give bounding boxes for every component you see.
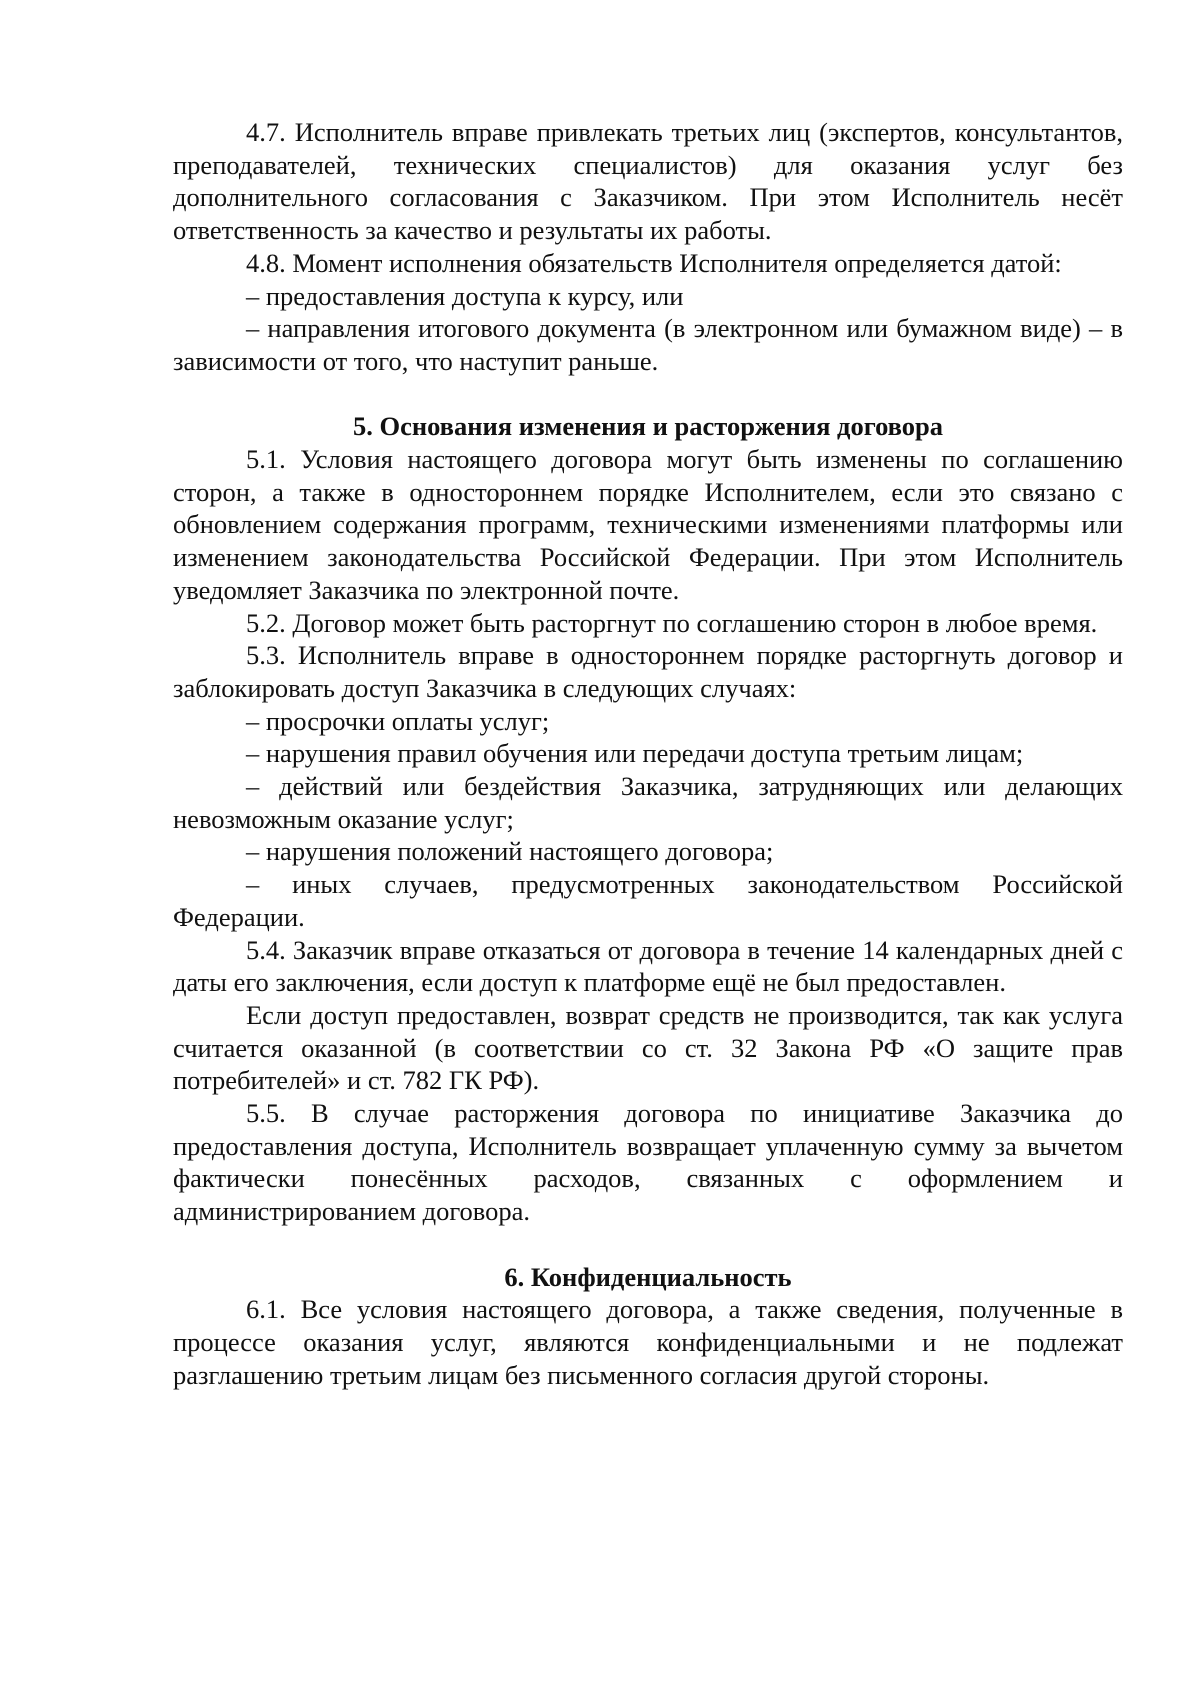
clause-4-7: 4.7. Исполнитель вправе привлекать третьих лиц (экспертов, консультантов, преподавателей, технических специалистов) для оказания услуг без дополнительного согласования с Заказчиком. При этом Исполнитель несёт ответственность за качество и результаты их работы. xyxy=(173,117,1123,246)
clause-5-3: 5.3. Исполнитель вправе в одностороннем порядке расторгнуть договор и заблокировать доступ Заказчика в следующих случаях: xyxy=(173,640,1123,703)
clause-4-8-item-2: – направления итогового документа (в электронном или бумажном виде) – в зависимости от того, что наступит раньше. xyxy=(173,313,1123,376)
clause-5-3-item: – просрочки оплаты услуг; xyxy=(246,705,550,736)
section-gap xyxy=(173,378,1123,411)
clause-5-3-item: – нарушения положений настоящего договора; xyxy=(246,836,774,867)
document-page xyxy=(173,116,1123,1391)
clause-6-1: 6.1. Все условия настоящего договора, а также сведения, полученные в процессе оказания услуг, являются конфиденциальными и не подлежат разглашению третьим лицам без письменного согласия другой стороны. xyxy=(173,1294,1123,1390)
section-gap xyxy=(173,1228,1123,1261)
clause-4-8-item-1: – предоставления доступа к курсу, или xyxy=(246,280,684,311)
clause-4-8: 4.8. Момент исполнения обязательств Исполнителя определяется датой: xyxy=(246,247,1062,278)
section-5-heading: 5. Основания изменения и расторжения договора xyxy=(352,411,944,442)
clause-5-1: 5.1. Условия настоящего договора могут быть изменены по соглашению сторон, а также в одностороннем порядке Исполнителем, если это связано с обновлением содержания программ, техническими изменениями платформы или изменением законодательства Российской Федерации. При этом Исполнитель уведомляет Заказчика по электронной почте. xyxy=(173,444,1123,605)
section-6-heading: 6. Конфиденциальность xyxy=(504,1261,792,1292)
clause-5-3-item: – действий или бездействия Заказчика, затрудняющих или делающих невозможным оказание услуг; xyxy=(173,771,1123,834)
clause-5-2: 5.2. Договор может быть расторгнут по соглашению сторон в любое время. xyxy=(246,607,1098,638)
clause-5-4-continuation: Если доступ предоставлен, возврат средств не производится, так как услуга считается оказанной (в соответствии со ст. 32 Закона РФ «О защите прав потребителей» и ст. 782 ГК РФ). xyxy=(173,999,1123,1096)
clause-5-3-item: – иных случаев, предусмотренных законодательством Российской Федерации. xyxy=(173,869,1123,932)
clause-5-3-item: – нарушения правил обучения или передачи доступа третьим лицам; xyxy=(246,738,1024,769)
clause-5-5: 5.5. В случае расторжения договора по инициативе Заказчика до предоставления доступа, Исполнитель возвращает уплаченную сумму за вычетом фактически понесённых расходов, связанных с оформлением и администрированием договора. xyxy=(173,1098,1123,1227)
clause-5-4: 5.4. Заказчик вправе отказаться от договора в течение 14 календарных дней с даты его заключения, если доступ к платформе ещё не был предоставлен. xyxy=(173,934,1123,998)
